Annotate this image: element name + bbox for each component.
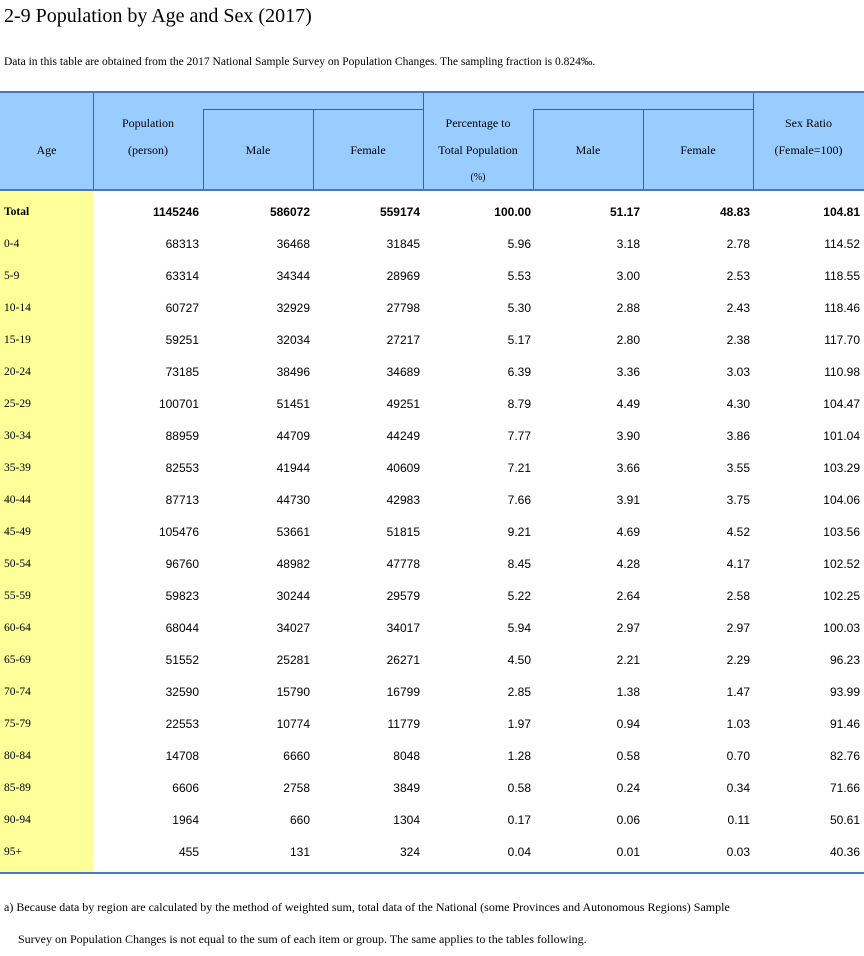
header-population-line1: Population xyxy=(121,116,174,130)
population-cell: 14708 xyxy=(165,749,199,763)
age-cell: 65-69 xyxy=(4,654,31,666)
female-cell: 8048 xyxy=(393,749,420,763)
footnote-line1: a) Because data by region are calculated by the method of weighted sum, total data of the National (some Provinces and Autonomous Regions) Sample xyxy=(4,900,730,914)
percentage-cell: 6.39 xyxy=(507,365,531,379)
sex-ratio-cell: 117.70 xyxy=(824,333,860,347)
age-cell: Total xyxy=(4,206,30,218)
age-cell: 95+ xyxy=(4,846,22,858)
table-row xyxy=(0,484,864,516)
male-cell: 44730 xyxy=(276,493,310,507)
percentage-cell: 0.17 xyxy=(507,813,531,827)
female-percent-cell: 0.70 xyxy=(726,749,750,763)
table-row xyxy=(0,260,864,292)
female-percent-cell: 3.03 xyxy=(726,365,750,379)
age-cell: 55-59 xyxy=(4,590,31,602)
female-cell: 1304 xyxy=(393,813,420,827)
population-cell: 1964 xyxy=(172,813,199,827)
percentage-cell: 0.04 xyxy=(507,845,531,859)
age-cell: 40-44 xyxy=(4,494,31,506)
bottom-rule xyxy=(0,872,864,874)
age-cell: 35-39 xyxy=(4,462,31,474)
female-cell: 34689 xyxy=(386,365,420,379)
population-cell: 1145246 xyxy=(152,205,199,219)
percentage-cell: 100.00 xyxy=(494,205,531,219)
female-cell: 44249 xyxy=(386,429,420,443)
header-percentage-line3: (%) xyxy=(470,172,486,183)
female-percent-cell: 2.43 xyxy=(726,301,750,315)
population-cell: 82553 xyxy=(165,461,199,475)
sex-ratio-cell: 118.46 xyxy=(824,301,860,315)
female-percent-cell: 2.29 xyxy=(726,653,750,667)
female-cell: 26271 xyxy=(386,653,420,667)
male-cell: 44709 xyxy=(276,429,310,443)
table-row xyxy=(0,516,864,548)
male-percent-cell: 1.38 xyxy=(616,685,640,699)
male-percent-cell: 4.69 xyxy=(616,525,640,539)
sex-ratio-cell: 93.99 xyxy=(829,685,860,699)
sex-ratio-cell: 102.52 xyxy=(823,557,860,571)
table-row xyxy=(0,740,864,772)
age-cell: 80-84 xyxy=(4,750,31,762)
sex-ratio-cell: 103.29 xyxy=(823,461,860,475)
header-age: Age xyxy=(36,143,57,157)
male-percent-cell: 0.24 xyxy=(616,781,640,795)
female-cell: 559174 xyxy=(379,205,420,219)
male-cell: 660 xyxy=(289,813,310,827)
percentage-cell: 7.66 xyxy=(507,493,531,507)
table-row xyxy=(0,804,864,836)
header-percentage-line1: Percentage to xyxy=(445,116,511,130)
age-cell: 10-14 xyxy=(4,302,31,314)
sex-ratio-cell: 118.55 xyxy=(824,269,860,283)
header-sex-ratio-line1: Sex Ratio xyxy=(785,116,832,130)
female-percent-cell: 2.38 xyxy=(726,333,750,347)
table-row xyxy=(0,452,864,484)
population-cell: 73185 xyxy=(165,365,199,379)
female-percent-cell: 1.47 xyxy=(726,685,750,699)
table-row xyxy=(0,420,864,452)
male-percent-cell: 4.28 xyxy=(616,557,640,571)
female-percent-cell: 4.17 xyxy=(726,557,750,571)
percentage-cell: 5.96 xyxy=(507,237,531,251)
female-cell: 324 xyxy=(399,845,420,859)
table-row xyxy=(0,836,864,868)
header-percentage-line2: Total Population xyxy=(438,143,518,157)
population-cell: 6606 xyxy=(172,781,199,795)
male-percent-cell: 3.90 xyxy=(616,429,640,443)
male-percent-cell: 2.64 xyxy=(616,589,640,603)
male-cell: 6660 xyxy=(283,749,310,763)
female-percent-cell: 48.83 xyxy=(719,205,750,219)
population-cell: 68313 xyxy=(165,237,199,251)
female-cell: 34017 xyxy=(386,621,420,635)
table-row xyxy=(0,548,864,580)
male-cell: 2758 xyxy=(283,781,310,795)
female-percent-cell: 2.58 xyxy=(726,589,750,603)
male-cell: 25281 xyxy=(276,653,310,667)
age-cell: 5-9 xyxy=(4,270,20,282)
female-cell: 51815 xyxy=(386,525,420,539)
age-cell: 25-29 xyxy=(4,398,31,410)
sex-ratio-cell: 102.25 xyxy=(823,589,860,603)
male-cell: 48982 xyxy=(276,557,310,571)
female-percent-cell: 2.78 xyxy=(726,237,750,251)
percentage-cell: 1.97 xyxy=(507,717,531,731)
age-cell: 30-34 xyxy=(4,430,31,442)
male-percent-cell: 0.01 xyxy=(616,845,640,859)
age-cell: 75-79 xyxy=(4,718,31,730)
percentage-cell: 8.79 xyxy=(507,397,531,411)
female-cell: 28969 xyxy=(386,269,420,283)
percentage-cell: 5.22 xyxy=(507,589,531,603)
male-percent-cell: 3.66 xyxy=(616,461,640,475)
female-percent-cell: 2.53 xyxy=(726,269,750,283)
female-percent-cell: 3.55 xyxy=(726,461,750,475)
female-percent-cell: 2.97 xyxy=(726,621,750,635)
population-cell: 100701 xyxy=(158,397,199,411)
female-percent-cell: 1.03 xyxy=(726,717,750,731)
age-cell: 85-89 xyxy=(4,782,31,794)
table-note: Data in this table are obtained from the 2017 National Sample Survey on Population Changes. The sampling fraction is 0.824‰. xyxy=(4,56,596,68)
population-cell: 63314 xyxy=(165,269,199,283)
sex-ratio-cell: 110.98 xyxy=(824,365,860,379)
male-percent-cell: 4.49 xyxy=(616,397,640,411)
male-percent-cell: 0.06 xyxy=(616,813,640,827)
table-row-total xyxy=(0,196,864,228)
population-cell: 68044 xyxy=(165,621,199,635)
sex-ratio-cell: 104.47 xyxy=(823,397,860,411)
table-row xyxy=(0,580,864,612)
sex-ratio-cell: 50.61 xyxy=(829,813,860,827)
female-cell: 47778 xyxy=(386,557,420,571)
age-cell: 90-94 xyxy=(4,814,31,826)
population-cell: 96760 xyxy=(165,557,199,571)
header-male: Male xyxy=(245,143,271,157)
male-percent-cell: 2.21 xyxy=(616,653,640,667)
female-percent-cell: 0.03 xyxy=(726,845,750,859)
population-cell: 32590 xyxy=(165,685,199,699)
male-percent-cell: 0.58 xyxy=(616,749,640,763)
female-cell: 29579 xyxy=(386,589,420,603)
age-cell: 20-24 xyxy=(4,366,31,378)
male-percent-cell: 3.36 xyxy=(616,365,640,379)
percentage-cell: 8.45 xyxy=(507,557,531,571)
table-row xyxy=(0,644,864,676)
male-cell: 32929 xyxy=(276,301,310,315)
male-percent-cell: 3.18 xyxy=(616,237,640,251)
population-cell: 59251 xyxy=(165,333,199,347)
female-cell: 11779 xyxy=(387,717,420,731)
percentage-cell: 0.58 xyxy=(507,781,531,795)
table-row xyxy=(0,612,864,644)
percentage-cell: 9.21 xyxy=(507,525,531,539)
table-row xyxy=(0,676,864,708)
male-cell: 32034 xyxy=(276,333,310,347)
female-cell: 31845 xyxy=(386,237,420,251)
female-percent-cell: 3.86 xyxy=(726,429,750,443)
male-cell: 15790 xyxy=(276,685,310,699)
male-percent-cell: 3.00 xyxy=(616,269,640,283)
age-cell: 50-54 xyxy=(4,558,31,570)
male-percent-cell: 2.97 xyxy=(616,621,640,635)
sex-ratio-cell: 101.04 xyxy=(823,429,860,443)
table-row xyxy=(0,356,864,388)
male-cell: 586072 xyxy=(269,205,310,219)
male-percent-cell: 0.94 xyxy=(616,717,640,731)
female-percent-cell: 4.30 xyxy=(726,397,750,411)
age-cell: 15-19 xyxy=(4,334,31,346)
population-cell: 105476 xyxy=(158,525,199,539)
male-percent-cell: 2.80 xyxy=(616,333,640,347)
table-row xyxy=(0,324,864,356)
female-percent-cell: 4.52 xyxy=(726,525,750,539)
sex-ratio-cell: 40.36 xyxy=(829,845,860,859)
population-cell: 59823 xyxy=(165,589,199,603)
population-cell: 51552 xyxy=(165,653,199,667)
sex-ratio-cell: 104.06 xyxy=(823,493,860,507)
female-cell: 49251 xyxy=(386,397,420,411)
female-cell: 16799 xyxy=(386,685,420,699)
male-cell: 34344 xyxy=(276,269,310,283)
female-cell: 40609 xyxy=(386,461,420,475)
percentage-cell: 5.17 xyxy=(507,333,531,347)
header-male-percent: Male xyxy=(575,143,601,157)
male-cell: 51451 xyxy=(276,397,310,411)
sex-ratio-cell: 114.52 xyxy=(824,237,860,251)
female-cell: 42983 xyxy=(386,493,420,507)
female-percent-cell: 0.11 xyxy=(727,813,750,827)
header-female-percent: Female xyxy=(680,143,716,157)
percentage-cell: 7.21 xyxy=(507,461,531,475)
page-title: 2-9 Population by Age and Sex (2017) xyxy=(4,5,312,27)
population-cell: 22553 xyxy=(165,717,199,731)
population-cell: 87713 xyxy=(165,493,199,507)
male-cell: 53661 xyxy=(276,525,310,539)
percentage-cell: 1.28 xyxy=(507,749,531,763)
age-cell: 60-64 xyxy=(4,622,31,634)
header-female: Female xyxy=(350,143,386,157)
table-row xyxy=(0,772,864,804)
sex-ratio-cell: 91.46 xyxy=(829,717,860,731)
table-header xyxy=(0,93,864,189)
sex-ratio-cell: 104.81 xyxy=(823,205,860,219)
header-rule xyxy=(0,189,864,191)
sex-ratio-cell: 103.56 xyxy=(823,525,860,539)
percentage-cell: 2.85 xyxy=(507,685,531,699)
sex-ratio-cell: 96.23 xyxy=(829,653,860,667)
table-row xyxy=(0,708,864,740)
percentage-cell: 4.50 xyxy=(507,653,531,667)
percentage-cell: 5.30 xyxy=(507,301,531,315)
table-row xyxy=(0,292,864,324)
male-cell: 30244 xyxy=(276,589,310,603)
header-population-line2: (person) xyxy=(128,143,168,157)
sex-ratio-cell: 100.03 xyxy=(823,621,860,635)
male-cell: 34027 xyxy=(276,621,310,635)
male-cell: 36468 xyxy=(276,237,310,251)
table-row xyxy=(0,228,864,260)
percentage-cell: 7.77 xyxy=(507,429,531,443)
male-percent-cell: 2.88 xyxy=(616,301,640,315)
age-cell: 0-4 xyxy=(4,238,20,250)
percentage-cell: 5.94 xyxy=(507,621,531,635)
population-cell: 455 xyxy=(178,845,199,859)
sex-ratio-cell: 71.66 xyxy=(829,781,860,795)
population-cell: 60727 xyxy=(165,301,199,315)
female-percent-cell: 3.75 xyxy=(726,493,750,507)
female-cell: 27217 xyxy=(386,333,420,347)
age-cell: 70-74 xyxy=(4,686,31,698)
male-cell: 131 xyxy=(289,845,310,859)
header-sex-ratio-line2: (Female=100) xyxy=(774,143,843,157)
female-percent-cell: 0.34 xyxy=(726,781,750,795)
male-percent-cell: 51.17 xyxy=(609,205,640,219)
footnote-line2: Survey on Population Changes is not equal to the sum of each item or group. The same applies to the tables following. xyxy=(18,932,587,946)
table-row xyxy=(0,388,864,420)
male-cell: 38496 xyxy=(276,365,310,379)
age-cell: 45-49 xyxy=(4,526,31,538)
male-cell: 10774 xyxy=(276,717,310,731)
female-cell: 3849 xyxy=(393,781,420,795)
male-cell: 41944 xyxy=(276,461,310,475)
sex-ratio-cell: 82.76 xyxy=(829,749,860,763)
population-cell: 88959 xyxy=(165,429,199,443)
female-cell: 27798 xyxy=(386,301,420,315)
male-percent-cell: 3.91 xyxy=(616,493,640,507)
percentage-cell: 5.53 xyxy=(507,269,531,283)
